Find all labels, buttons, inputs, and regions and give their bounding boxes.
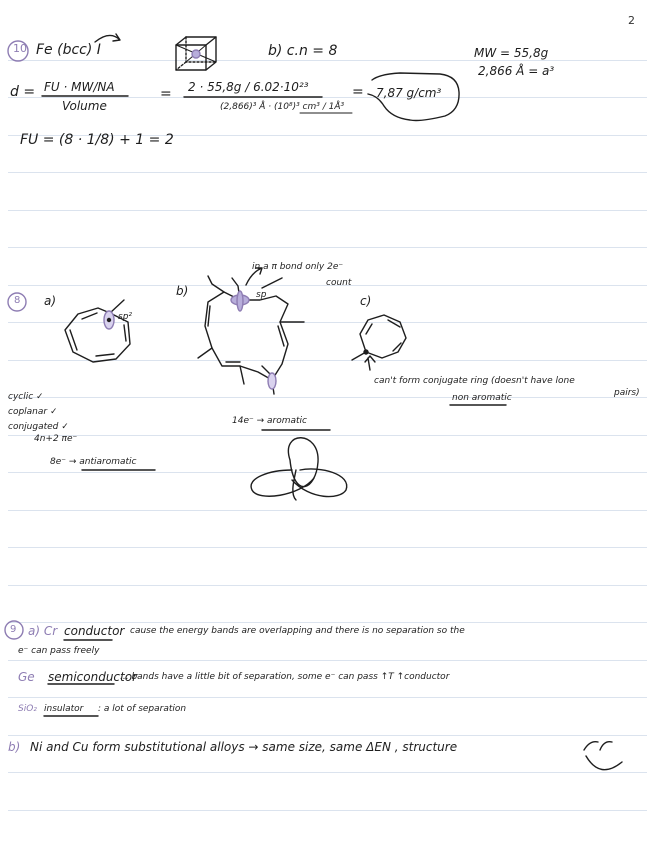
note-pi-bond: in a π bond only 2e⁻ [252,262,344,272]
note-count: count [326,278,352,288]
q8-part-b: b) [176,284,189,298]
density-lhs: d = [10,84,36,100]
bcc-cube-icon [176,37,216,70]
calc-denominator: (2,866)³ Å · (10⁸)³ cm³ / 1Å³ [220,102,345,112]
q10-line1: Fe (bcc) I [36,42,101,58]
q8-part-a: a) [44,294,57,308]
q10-mw: MW = 55,8g [474,46,549,60]
cr-term: conductor [64,624,125,638]
density-result: 7,87 g/cm³ [376,86,442,100]
question-8-number: 8 [14,295,21,306]
q9-part-b-label: b) [8,740,21,754]
equals-sign: = [352,84,364,100]
result-aromatic: 14e⁻ → aromatic [232,416,307,426]
check-cyclic: cyclic ✓ [8,392,44,402]
q10-part-b: b) c.n = 8 [268,43,338,59]
question-10-number: 10 [13,42,27,55]
q9-part-b-text: Ni and Cu form substitutional alloys → same size, same ΔEN , structure [30,740,458,754]
formula-units: FU = (8 · 1/8) + 1 = 2 [20,132,174,148]
cr-explanation: cause the energy bands are overlapping and there is no separation so the [130,626,465,636]
note-conjugate-ring: can't form conjugate ring (doesn't have lone [374,376,575,386]
molecule-c-icon [352,315,406,370]
result-antiaromatic: 8e⁻ → antiaromatic [50,457,137,467]
calc-numerator: 2 · 55,8g / 6.02·10²³ [188,80,309,94]
density-denominator: Volume [62,99,107,113]
ge-label: Ge [18,670,35,684]
sio2-label: SiO₂ [18,704,37,714]
cr-label: a) Cr [28,624,58,638]
equals-sign: = [160,86,172,102]
ge-term: semiconductor [48,670,138,684]
huckel-rule: 4n+2 πe⁻ [34,434,78,444]
check-coplanar: coplanar ✓ [8,407,58,417]
molecule-a-icon [65,300,133,362]
ge-explanation: ... bands have a little bit of separation, some e⁻ can pass ↑T ↑conductor [120,672,450,682]
cr-explanation-2: e⁻ can pass freely [18,646,100,656]
density-numerator: FU · MW/NA [44,80,115,94]
question-9-number: 9 [10,624,17,635]
page-number: 2 [628,14,635,27]
orbital-drawing-icon [251,438,347,500]
sio2-term: insulator [44,704,84,714]
sp-label: sp [256,290,267,300]
molecule-b-icon [198,268,304,394]
curved-arrow-icon [95,34,120,42]
note-pairs: pairs) [614,388,640,398]
q8-part-c: c) [360,294,372,308]
result-non-aromatic: non aromatic [452,393,512,403]
sio2-explanation: : a lot of separation [98,704,187,714]
check-conjugated: conjugated ✓ [8,422,69,432]
sp2-label: sp² [118,312,133,322]
smile-mark-icon [586,756,622,770]
q10-a3: 2,866 Å = a³ [478,64,555,78]
